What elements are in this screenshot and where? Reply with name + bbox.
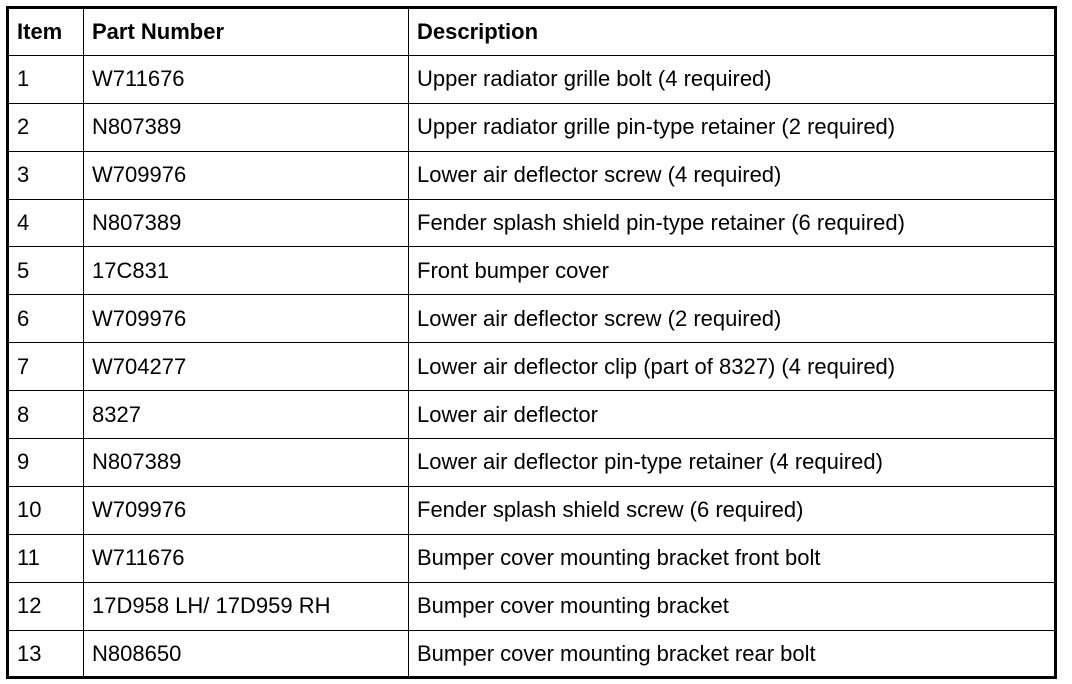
cell-part-number: W704277 [84,343,409,391]
cell-item: 13 [8,630,84,678]
cell-item: 2 [8,103,84,151]
table-row [8,295,1056,343]
cell-description: Upper radiator grille pin-type retainer (2 required) [409,103,1056,151]
cell-item: 4 [8,199,84,247]
table-body [8,55,1056,678]
cell-item: 7 [8,343,84,391]
cell-item: 3 [8,151,84,199]
table-row [8,55,1056,103]
cell-part-number: W711676 [84,534,409,582]
cell-description: Fender splash shield pin-type retainer (6 required) [409,199,1056,247]
cell-part-number: W709976 [84,151,409,199]
table-row [8,582,1056,630]
cell-item: 5 [8,247,84,295]
cell-description: Bumper cover mounting bracket [409,582,1056,630]
cell-description: Lower air deflector clip (part of 8327) (4 required) [409,343,1056,391]
cell-description: Fender splash shield screw (6 required) [409,486,1056,534]
cell-description: Lower air deflector [409,391,1056,439]
cell-part-number: W711676 [84,55,409,103]
cell-part-number: W709976 [84,295,409,343]
cell-part-number: N807389 [84,439,409,487]
cell-part-number: N808650 [84,630,409,678]
header-description: Description [409,8,1056,56]
table-row [8,151,1056,199]
cell-item: 11 [8,534,84,582]
cell-item: 8 [8,391,84,439]
table-row [8,534,1056,582]
cell-item: 1 [8,55,84,103]
cell-item: 10 [8,486,84,534]
table-row [8,486,1056,534]
cell-description: Upper radiator grille bolt (4 required) [409,55,1056,103]
table-row [8,439,1056,487]
cell-item: 6 [8,295,84,343]
cell-item: 9 [8,439,84,487]
cell-part-number: W709976 [84,486,409,534]
cell-description: Lower air deflector screw (4 required) [409,151,1056,199]
cell-description: Lower air deflector pin-type retainer (4 required) [409,439,1056,487]
cell-description: Bumper cover mounting bracket front bolt [409,534,1056,582]
cell-description: Front bumper cover [409,247,1056,295]
header-item: Item [8,8,84,56]
cell-part-number: 17C831 [84,247,409,295]
table-row [8,247,1056,295]
table-header-row [8,8,1056,56]
cell-part-number: N807389 [84,199,409,247]
parts-table [6,6,1057,679]
cell-part-number: N807389 [84,103,409,151]
table-row [8,391,1056,439]
table-row [8,630,1056,678]
cell-part-number: 8327 [84,391,409,439]
cell-description: Bumper cover mounting bracket rear bolt [409,630,1056,678]
cell-item: 12 [8,582,84,630]
table-row [8,343,1056,391]
cell-description: Lower air deflector screw (2 required) [409,295,1056,343]
table-row [8,199,1056,247]
table-row [8,103,1056,151]
cell-part-number: 17D958 LH/ 17D959 RH [84,582,409,630]
header-part-number: Part Number [84,8,409,56]
